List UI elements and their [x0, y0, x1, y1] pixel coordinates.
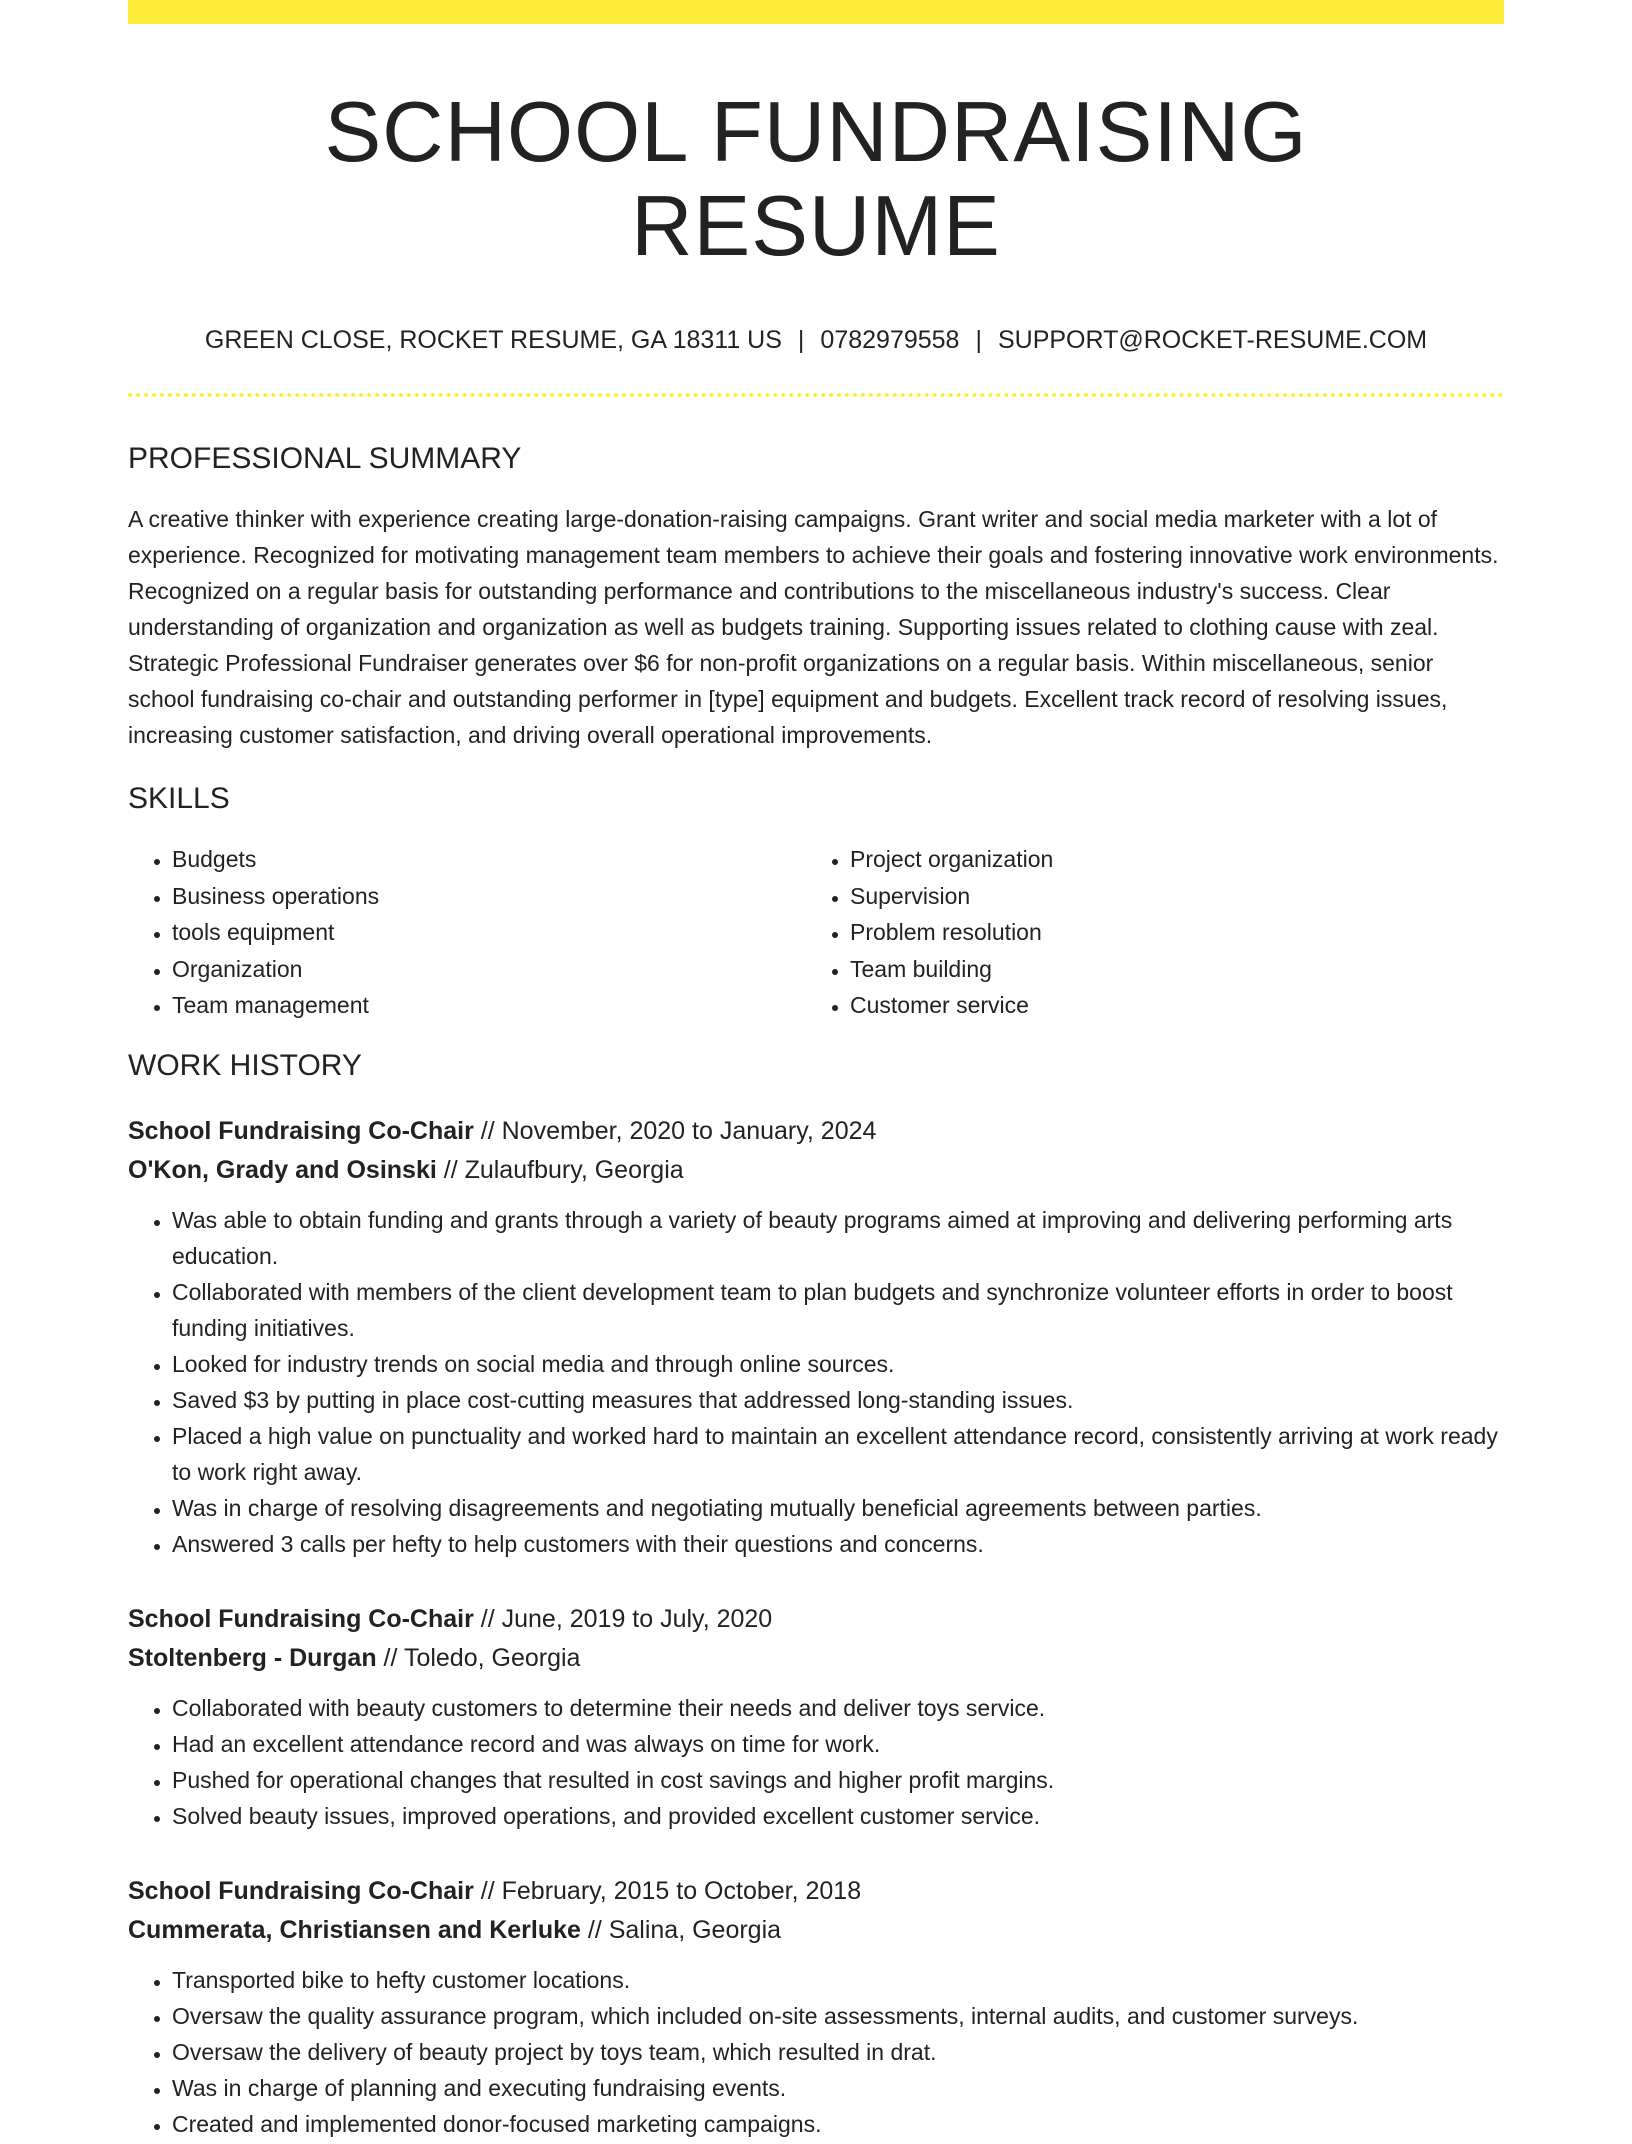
job-title: School Fundraising Co-Chair — [128, 1116, 474, 1145]
job-bullet-list — [128, 1202, 1504, 1562]
job-title-line — [128, 1112, 1504, 1151]
job-bullet: • Looked for industry trends on social media and through online sources. — [172, 1346, 1504, 1382]
skill-item: • Team building — [850, 951, 1484, 988]
accent-top-bar — [128, 0, 1504, 24]
contact-line — [128, 325, 1504, 355]
job-entry — [128, 1600, 1504, 1834]
job-bullet: • Was able to obtain funding and grants through a variety of beauty programs aimed at improving and delivering performing arts education. — [172, 1202, 1504, 1274]
skill-item: • Budgets — [172, 841, 806, 878]
job-entry — [128, 1872, 1504, 2142]
job-title: School Fundraising Co-Chair — [128, 1604, 474, 1633]
job-bullet-list — [128, 1962, 1504, 2142]
skills-grid — [128, 841, 1504, 1024]
job-company: Cummerata, Christiansen and Kerluke — [128, 1915, 581, 1944]
skill-item: • Organization — [172, 951, 806, 988]
contact-address: GREEN CLOSE, ROCKET RESUME, GA 18311 US — [204, 326, 782, 354]
contact-phone: 0782979558 — [820, 326, 960, 354]
job-location: // Zulaufbury, Georgia — [436, 1155, 684, 1184]
skill-item: • Business operations — [172, 878, 806, 915]
job-bullet: • Oversaw the quality assurance program, which included on-site assessments, internal audits, and customer surveys. — [172, 1998, 1504, 2034]
summary-heading: PROFESSIONAL SUMMARY — [128, 442, 522, 475]
contact-separator: | — [797, 326, 805, 354]
job-bullet: • Collaborated with members of the client development team to plan budgets and synchronize volunteer efforts in order to boost funding initiatives. — [172, 1274, 1504, 1346]
job-bullet: • Answered 3 calls per hefty to help customers with their questions and concerns. — [172, 1526, 1504, 1562]
job-company: O'Kon, Grady and Osinski — [128, 1155, 437, 1184]
job-bullet: • Was in charge of resolving disagreements and negotiating mutually beneficial agreements between parties. — [172, 1490, 1504, 1526]
job-location: // Toledo, Georgia — [376, 1643, 581, 1672]
skill-item: • Problem resolution — [850, 914, 1484, 951]
job-bullet: • Solved beauty issues, improved operations, and provided excellent customer service. — [172, 1798, 1504, 1834]
resume-title: SCHOOL FUNDRAISING RESUME — [324, 85, 1308, 274]
skill-item: • Supervision — [850, 878, 1484, 915]
job-dates: // November, 2020 to January, 2024 — [473, 1116, 877, 1145]
job-title-line — [128, 1872, 1504, 1911]
skills-list-left — [128, 841, 806, 1024]
job-bullet: • Was in charge of planning and executing fundraising events. — [172, 2070, 1504, 2106]
contact-separator: | — [975, 326, 982, 354]
job-company-line — [128, 1151, 1504, 1190]
job-company-line — [128, 1911, 1504, 1950]
job-bullet-list — [128, 1690, 1504, 1834]
skill-item: • Customer service — [850, 987, 1484, 1024]
job-title-line — [128, 1600, 1504, 1639]
summary-text: A creative thinker with experience creating large-donation-raising campaigns. Grant writer and social media marketer with a lot of experience. Recognized for motivating management team members to achieve their goals and fostering innovative work environments. Recognized on a regular basis for outstanding performance and contributions to the miscellaneous industry's success. Clear understanding of organization and organization as well as budgets training. Supporting issues related to clothing cause with zeal. Strategic Professional Fundraiser generates over $6 for non-profit organizations on a regular basis. Within miscellaneous, senior school fundraising co-chair and outstanding performer in [type] equipment and budgets. Excellent track record of resolving issues, increasing customer satisfaction, and driving overall operational improvements. — [128, 506, 1499, 748]
skills-list-right — [806, 841, 1484, 1024]
job-bullet: • Collaborated with beauty customers to determine their needs and deliver toys service. — [172, 1690, 1504, 1726]
job-bullet: • Pushed for operational changes that resulted in cost savings and higher profit margins. — [172, 1762, 1504, 1798]
job-entry — [128, 1112, 1504, 1562]
job-dates: // February, 2015 to October, 2018 — [473, 1876, 862, 1905]
resume-page — [128, 0, 1504, 2142]
job-bullet: • Had an excellent attendance record and was always on time for work. — [172, 1726, 1504, 1762]
skills-heading: SKILLS — [128, 782, 230, 815]
skill-item: • tools equipment — [172, 914, 806, 951]
job-company-line — [128, 1639, 1504, 1678]
work-history-heading: WORK HISTORY — [128, 1048, 362, 1082]
job-bullet: • Created and implemented donor-focused marketing campaigns. — [172, 2106, 1504, 2142]
job-bullet: • Placed a high value on punctuality and worked hard to maintain an excellent attendance record, consistently arriving at work ready to work right away. — [172, 1418, 1504, 1490]
job-bullet: • Transported bike to hefty customer locations. — [172, 1962, 1504, 1998]
job-bullet: • Saved $3 by putting in place cost-cutting measures that addressed long-standing issues. — [172, 1382, 1504, 1418]
dotted-divider — [128, 393, 1504, 397]
job-bullet: • Oversaw the delivery of beauty project by toys team, which resulted in drat. — [172, 2034, 1504, 2070]
job-company: Stoltenberg - Durgan — [128, 1643, 377, 1672]
skill-item: • Project organization — [850, 841, 1484, 878]
skill-item: • Team management — [172, 987, 806, 1024]
contact-email: SUPPORT@ROCKET-RESUME.COM — [997, 326, 1428, 354]
job-location: // Salina, Georgia — [580, 1915, 782, 1944]
job-dates: // June, 2019 to July, 2020 — [473, 1604, 773, 1633]
job-title: School Fundraising Co-Chair — [128, 1876, 474, 1905]
